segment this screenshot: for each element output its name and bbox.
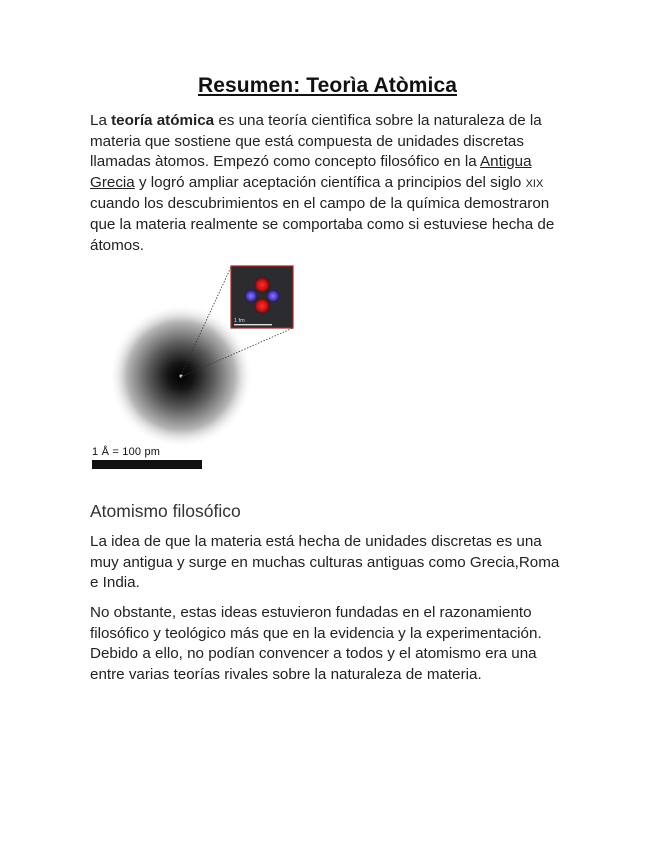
section-paragraph-2: No obstante, estas ideas estuvieron fundadas en el razonamiento filosófico y teológico más que en la evidencia y la experimentación. Debido a ello, no podían convencer a todos y el atomismo era una entre varias teorías rivales sobre la naturaleza de materia. xyxy=(90,604,542,683)
section-heading: Atomismo filosófico xyxy=(90,501,241,521)
antigua-grecia-link[interactable]: Antigua Grecia xyxy=(90,153,532,191)
century-roman-numeral: XIX xyxy=(525,177,544,190)
inset-scale-label: 1 fm xyxy=(234,318,245,324)
neutron-left xyxy=(244,289,259,304)
page-title: Resumen: Teorìa Atòmica xyxy=(197,74,458,97)
intro-text-2: es una teoría cientìfica sobre la naturaleza de la materia que sostiene que está compuesta de unidades discretas llamadas àtomos. Empezó como concepto filosófico en la xyxy=(90,112,542,171)
scale-label: 1 Å = 100 pm xyxy=(92,446,161,458)
intro-text-3: y logró ampliar aceptación científica a principios del siglo xyxy=(134,173,526,191)
intro-paragraph xyxy=(90,111,570,256)
neutron-right xyxy=(266,289,281,304)
intro-text-1: La xyxy=(90,112,112,129)
intro-bold-term: teoría atómica xyxy=(111,112,215,129)
section-paragraph-1: La idea de que la materia está hecha de unidades discretas es una muy antigua y surge en muchas culturas antiguas como Grecia,Roma e India. xyxy=(90,533,560,592)
intro-text-4: cuando los descubrimientos en el campo de la química demostraron que la materia realmente se comportaba como si estuviese hecha de átomos. xyxy=(90,195,555,254)
inset-scale-bar xyxy=(234,324,272,325)
scale-bar xyxy=(92,460,202,469)
atom-illustration xyxy=(88,262,308,474)
